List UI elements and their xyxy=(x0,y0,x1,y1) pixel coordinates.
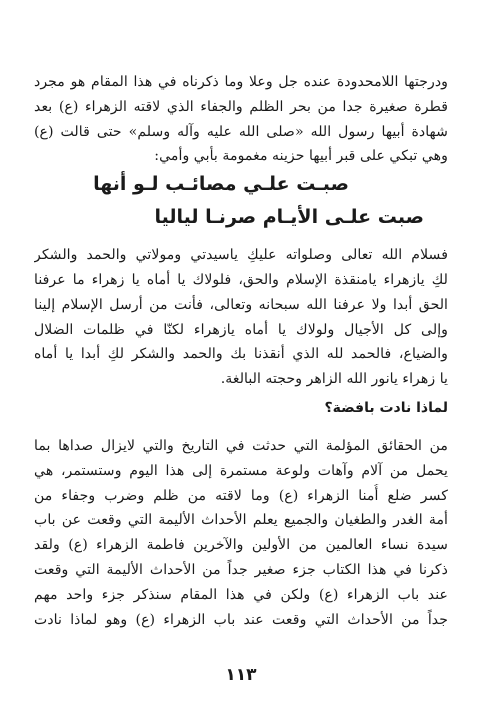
paragraph-intro xyxy=(34,70,448,169)
text-line: فسلام الله تعالى وصلواته عليكِ ياسيدتي ومولاتي والحمد والشكر xyxy=(34,247,448,264)
paragraph-section xyxy=(34,434,448,632)
text-line: وهي تبكي على قبر أبيها حزينه مغمومة بأبي وأمي: xyxy=(154,148,448,165)
page-body xyxy=(34,70,448,632)
text-line: ودرجتها اللامحدودة عنده جل وعلا وما ذكرناه في هذا المقام هو مجرد xyxy=(34,74,448,90)
text-line: سيدة نساء العالمين من الأولين والآخرين فاطمة الزهراء (ع) ولقد xyxy=(34,537,448,554)
section-heading: لماذا نادت بافضة؟ xyxy=(324,399,448,416)
text-line: ذكرنا في هذا الكتاب جزء صغير جداً من الأحداث الأليمة التي وقعت xyxy=(34,561,448,578)
text-line: يحمل من آلام وآهات ولوعة مستمرة إلى هذا اليوم وستستمر، هي xyxy=(34,462,448,479)
text-line: والضياع، فالحمد لله الذي أنقذنا بك والحمد والشكر لكِ أبدا يا أماه xyxy=(34,346,448,363)
text-line: كسر ضلع أُمنا الزهراء (ع) وما لاقته من ظلم وضرب وجفاء من xyxy=(34,487,448,504)
text-line: من الحقائق المؤلمة التي حدثت في التاريخ والتي لايزال صداها بما xyxy=(34,437,448,454)
text-line: الحق أبدا ولا عرفنا الله سبحانه وتعالى، فأنت من أرسل الإسلام إلينا xyxy=(34,296,448,313)
text-line: جداً من الأحداث التي وقعت عند باب الزهراء (ع) وهو لماذا نادت xyxy=(34,611,448,628)
paragraph-salutation xyxy=(34,243,448,392)
text-line: وإلى كل الأجيال ولولاك يا أماه يازهراء لكنّا في ظلمات الضلال xyxy=(34,321,448,338)
text-line: عند باب الزهراء (ع) ولكن في هذا المقام سنذكر جزء واحد مهم xyxy=(34,586,448,603)
page-number: ١١٣ xyxy=(225,665,257,685)
text-line: أمة الغدر والطغيان والجميع يعلم الأحداث الأليمة التي وقعت عن باب xyxy=(34,512,448,529)
text-line: قطرة صغيرة جدا من بحر الظلم والجفاء الذي لاقته الزهراء (ع) بعد xyxy=(34,98,448,115)
text-line: يا زهراء يانور الله الزاهر وحجته البالغة. xyxy=(220,371,448,388)
poem-verse-1: صبـت علـي مصائـب لـو أنها xyxy=(93,173,349,196)
poem-verse-2: صبت علـى الأيـام صرنـا لياليا xyxy=(154,206,424,229)
text-line: شهادة أبيها رسول الله «صلى الله عليه وآله وسلم» حتى قالت (ع) xyxy=(34,123,448,140)
text-line: لكِ يازهراء يامنقذة الإسلام والحق، فلولاك يا أماه يا زهراء ما عرفنا xyxy=(34,271,448,288)
